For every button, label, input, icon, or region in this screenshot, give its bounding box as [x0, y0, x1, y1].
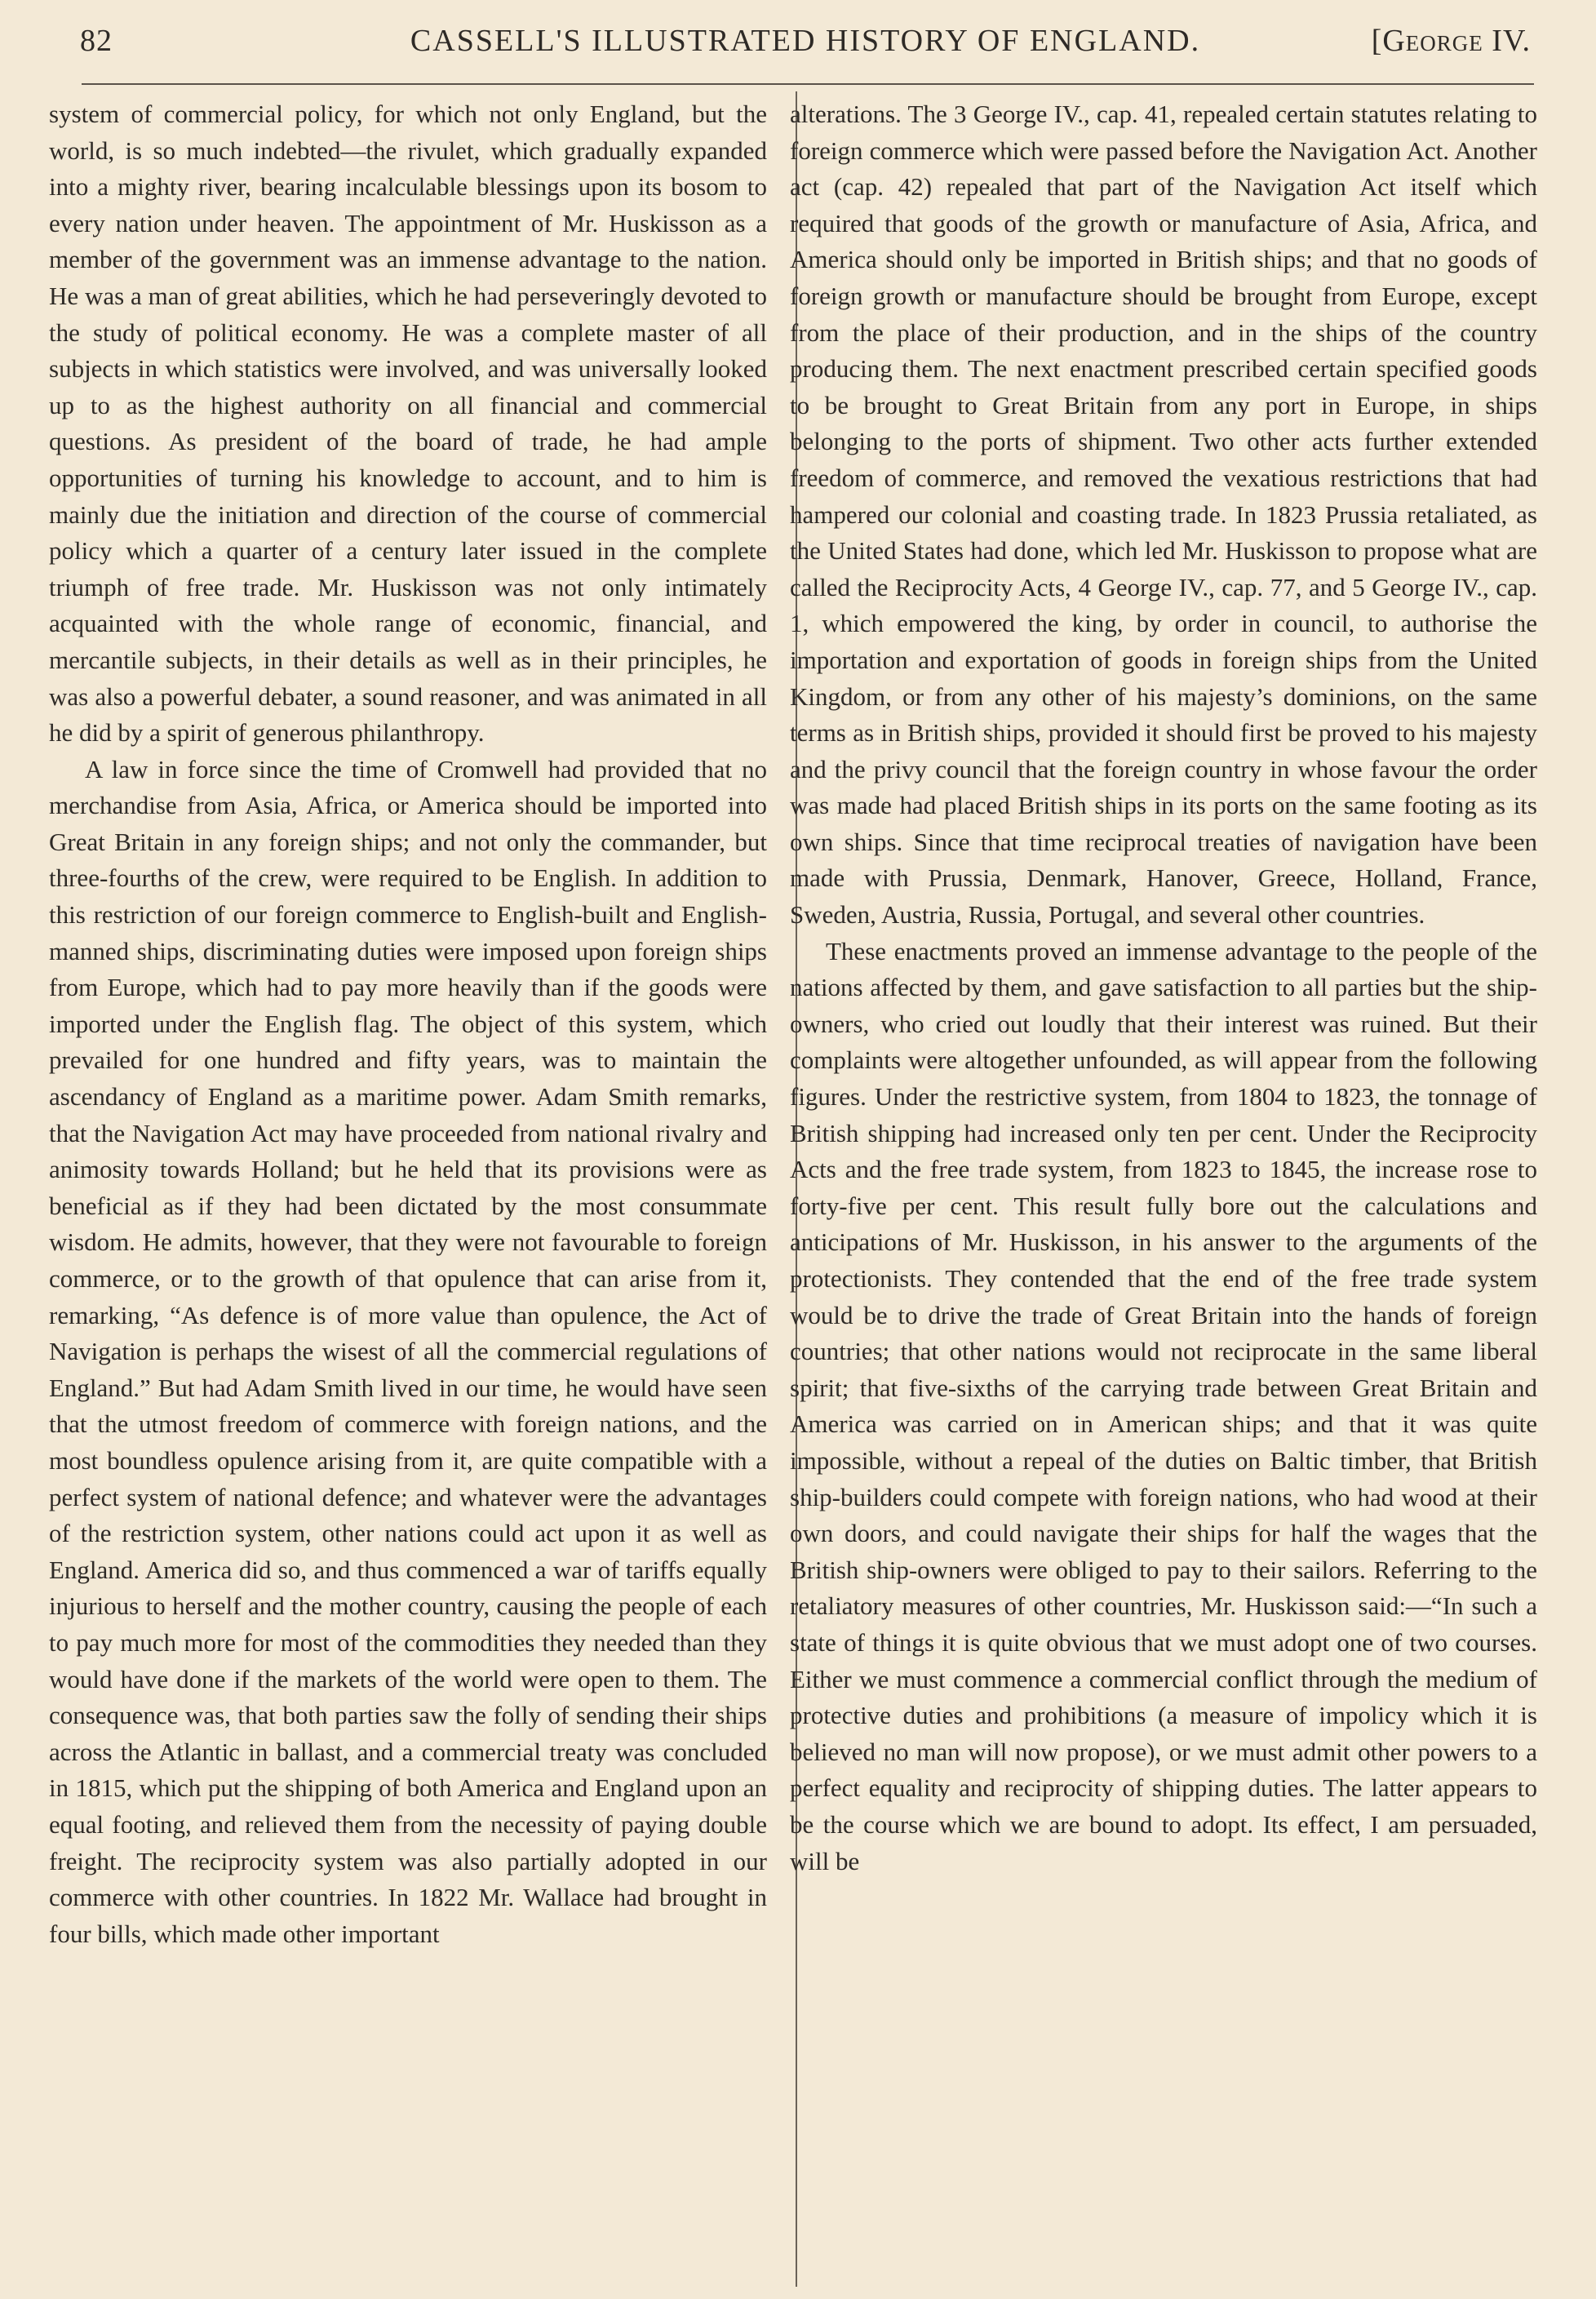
- right-column: [790, 96, 1537, 1880]
- reign-word: George: [1382, 24, 1483, 58]
- page-number: 82: [80, 24, 113, 58]
- running-head: [80, 16, 1531, 73]
- header-rule: [82, 83, 1534, 85]
- reign-numeral: IV.: [1492, 24, 1531, 58]
- reign-bracket: [: [1371, 24, 1383, 58]
- left-paragraph-2: A law in force since the time of Cromwell had provided that no merchandise from Asia, Africa, or America should be imported into Great Britain in any foreign ships; and not only the commander, but three-fourths of the crew, were required to be English. In addition to this restriction of our foreign commerce to English-built and English-manned ships, discriminating duties were imposed upon foreign ships from Europe, which had to pay more heavily than if the goods were imported under the English flag. The object of this system, which prevailed for one hundred and fifty years, was to maintain the ascendancy of England as a maritime power. Adam Smith remarks, that the Navigation Act may have proceeded from national rivalry and animosity towards Holland; but he held that its provisions were as beneficial as if they had been dictated by the most consummate wisdom. He admits, however, that they were not favourable to foreign commerce, or to the growth of that opulence that can arise from it, remarking, “As defence is of more value than opulence, the Act of Navigation is perhaps the wisest of all the commercial regulations of England.” But had Adam Smith lived in our time, he would have seen that the utmost freedom of commerce with foreign nations, and the most boundless opulence arising from it, are quite compatible with a perfect system of national defence; and whatever were the advantages of the restriction system, other nations could act upon it as well as England. America did so, and thus commenced a war of tariffs equally injurious to herself and the mother country, causing the people of each to pay much more for most of the commodities they needed than they would have done if the markets of the world were open to them. The consequence was, that both parties saw the folly of sending their ships across the Atlantic in ballast, and a commercial treaty was concluded in 1815, which put the shipping of both America and England upon an equal footing, and relieved them from the necessity of paying double freight. The reciprocity system was also partially adopted in our commerce with other countries. In 1822 Mr. Wallace had brought in four bills, which made other important: [49, 754, 767, 1948]
- right-paragraph-1: alterations. The 3 George IV., cap. 41, repealed certain statutes relating to foreign commerce which were passed before the Navigation Act. Another act (cap. 42) repealed that part of the Navigation Act itself which required that goods of the growth or manufacture of Asia, Africa, and America should only be imported in British ships; and that no goods of foreign growth or manufacture should be brought from Europe, except from the place of their production, and in the ships of the country producing them. The next enactment prescribed certain specified goods to be brought to Great Britain from any port in Europe, in ships belonging to the ports of shipment. Two other acts further extended freedom of commerce, and removed the vexatious restrictions that had hampered our colonial and coasting trade. In 1823 Prussia retaliated, as the United States had done, which led Mr. Huskisson to propose what are called the Reciprocity Acts, 4 George IV., cap. 77, and 5 George IV., cap. 1, which empowered the king, by order in council, to authorise the importation and exportation of goods in foreign ships from the United Kingdom, or from any other of his majesty’s dominions, on the same terms as in British ships, provided it should first be proved to his majesty and the privy council that the foreign country in whose favour the order was made had placed British ships in its ports on the same footing as its own ships. Since that time reciprocal treaties of navigation have been made with Prussia, Denmark, Hanover, Greece, Holland, France, Sweden, Austria, Russia, Portugal, and several other countries.: [790, 100, 1537, 930]
- right-paragraph-2: These enactments proved an immense advantage to the people of the nations affected by them, and gave satisfaction to all parties but the ship-owners, who cried out loudly that their interest was ruined. But their complaints were altogether unfounded, as will appear from the following figures. Under the restrictive system, from 1804 to 1823, the tonnage of British shipping had increased only ten per cent. Under the Reciprocity Acts and the free trade system, from 1823 to 1845, the increase rose to forty-five per cent. This result fully bore out the calculations and anticipations of Mr. Huskisson, in his answer to the arguments of the protectionists. They contended that the end of the free trade system would be to drive the trade of Great Britain into the hands of foreign countries; that other nations would not reciprocate in the same liberal spirit; that five-sixths of the carrying trade between Great Britain and America was carried on in American ships; and that it was quite impossible, without a repeal of the duties on Baltic timber, that British ship-builders could compete with foreign nations, who had wood at their own doors, and could navigate their ships for half the wages that the British ship-owners were obliged to pay to their sailors. Referring to the retaliatory measures of other countries, Mr. Huskisson said:—“In such a state of things it is quite obvious that we must adopt one of two courses. Either we must commence a commercial conflict through the medium of protective duties and prohibitions (a measure of impolicy which it is believed no man will now propose), or we must admit other powers to a perfect equality and reciprocity of shipping duties. The latter appears to be the course which we are bound to adopt. Its effect, I am persuaded, will be: [790, 936, 1537, 1875]
- left-column: [49, 96, 767, 1952]
- left-paragraph-1: system of commercial policy, for which not only England, but the world, is so much indebted—the rivulet, which gradually expanded into a mighty river, bearing incalculable blessings upon its bosom to every nation under heaven. The appointment of Mr. Huskisson as a member of the government was an immense advantage to the nation. He was a man of great abilities, which he had perseveringly devoted to the study of political economy. He was a complete master of all subjects in which statistics were involved, and was universally looked up to as the highest authority on all financial and commercial questions. As president of the board of trade, he had ample opportunities of turning his knowledge to account, and to him is mainly due the initiation and direction of the course of commercial policy which a quarter of a century later issued in the complete triumph of free trade. Mr. Huskisson was not only intimately acquainted with the whole range of economic, financial, and mercantile subjects, in their details as well as in their principles, he was also a powerful debater, a sound reasoner, and was animated in all he did by a spirit of generous philanthropy.: [49, 100, 767, 748]
- running-title: CASSELL'S ILLUSTRATED HISTORY OF ENGLAND.: [410, 24, 1201, 58]
- reign-label: [1372, 23, 1531, 59]
